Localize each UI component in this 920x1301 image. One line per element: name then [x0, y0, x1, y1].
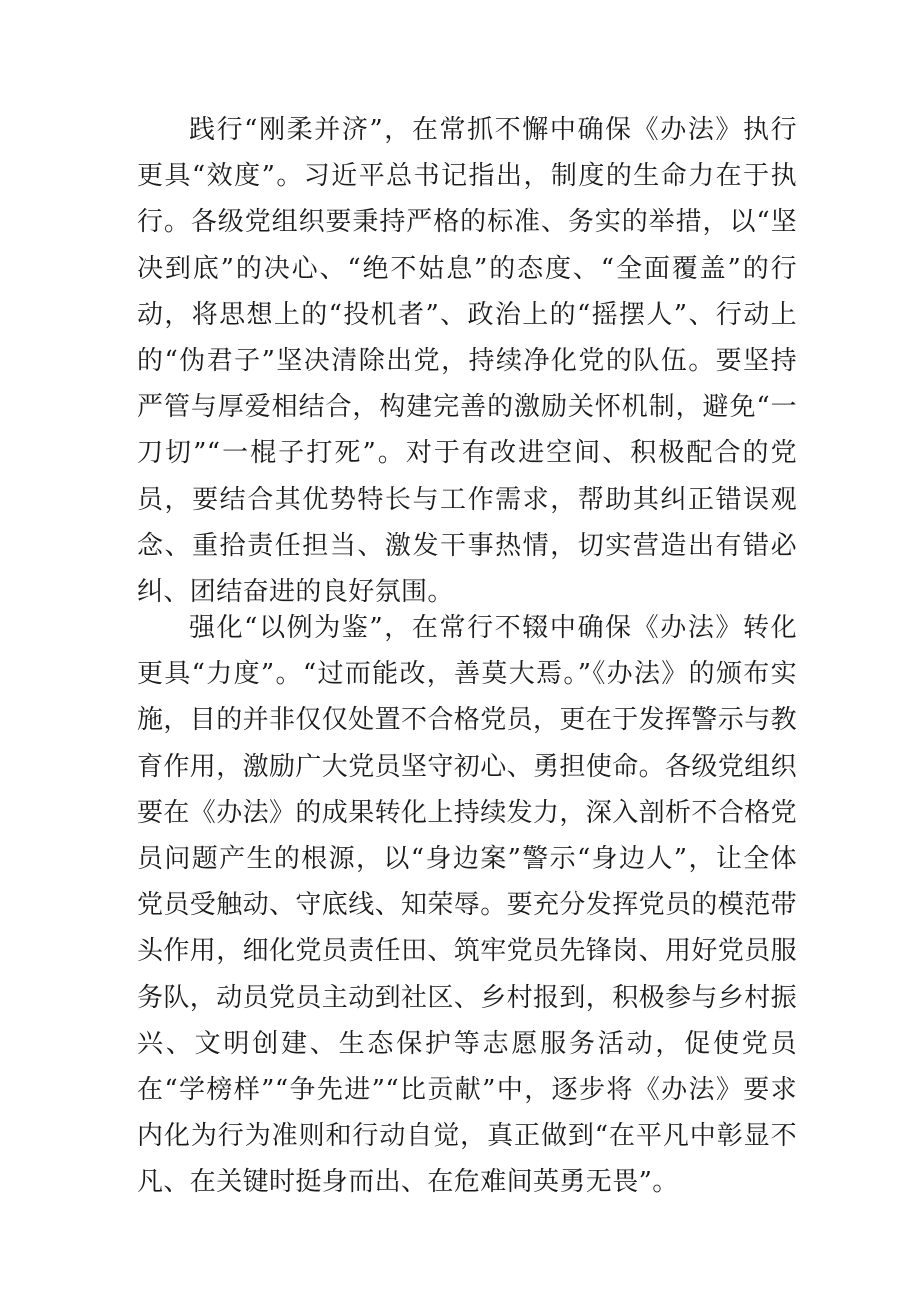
body-paragraph-1: 践行“刚柔并济”，在常抓不懈中确保《办法》执行更具“效度”。习近平总书记指出，制度的生命力在于执行。各级党组织要秉持严格的标准、务实的举措，以“坚决到底”的决心、“绝不姑息”的态度、“全面覆盖”的行动，将思想上的“投机者”、政治上的“摇摆人”、行动上的“伪君子”坚决清除出党，持续净化党的队伍。要坚持严管与厚爱相结合，构建完善的激励关怀机制，避免“一刀切”“一棍子打死”。对于有改进空间、积极配合的党员，要结合其优势特长与工作需求，帮助其纠正错误观念、重拾责任担当、激发干事热情，切实营造出有错必纠、团结奋进的良好氛围。 — [137, 115, 797, 608]
body-paragraph-2: 强化“以例为鉴”，在常行不辍中确保《办法》转化更具“力度”。“过而能改，善莫大焉。”《办法》的颁布实施，目的并非仅仅处置不合格党员，更在于发挥警示与教育作用，激励广大党员坚守初心、勇担使命。各级党组织要在《办法》的成果转化上持续发力，深入剖析不合格党员问题产生的根源，以“身边案”警示“身边人”，让全体党员受触动、守底线、知荣辱。要充分发挥党员的模范带头作用，细化党员责任田、筑牢党员先锋岗、用好党员服务队，动员党员主动到社区、乡村报到，积极参与乡村振兴、文明创建、生态保护等志愿服务活动，促使党员在“学榜样”“争先进”“比贡献”中，逐步将《办法》要求内化为行为准则和行动自觉，真正做到“在平凡中彰显不凡、在关键时挺身而出、在危难间英勇无畏”。 — [137, 613, 798, 1198]
